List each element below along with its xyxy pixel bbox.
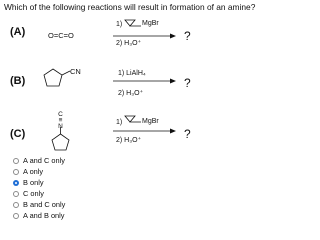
radio-option-b-only-selected[interactable] bbox=[13, 180, 19, 186]
radio-option-c-only[interactable] bbox=[13, 191, 19, 197]
option-label: C only bbox=[23, 189, 44, 198]
reaction-c-cyclopropyl-structure bbox=[125, 116, 141, 122]
option-label: A and B only bbox=[23, 211, 65, 220]
option-label: B and C only bbox=[23, 200, 66, 209]
reaction-c-nitrile-group: C≡N bbox=[58, 111, 63, 130]
radio-option-a-and-b-only[interactable] bbox=[13, 213, 19, 219]
option-b-only[interactable] bbox=[13, 177, 44, 188]
reaction-a-step-1-number: 1) bbox=[116, 21, 123, 28]
reaction-a-step-2: 2) H₃O⁺ bbox=[116, 40, 142, 47]
reaction-c-arrowhead bbox=[170, 129, 176, 134]
option-a-and-c-only[interactable] bbox=[13, 155, 65, 166]
option-a-only[interactable] bbox=[13, 166, 43, 177]
reaction-a-arrowhead bbox=[170, 34, 176, 39]
reaction-a-product: ? bbox=[184, 29, 191, 43]
option-label: A and C only bbox=[23, 156, 65, 165]
question-text: Which of the following reactions will result in formation of an amine? bbox=[4, 2, 256, 12]
reaction-c-product: ? bbox=[184, 127, 191, 141]
reaction-c-step-2: 2) H₃O⁺ bbox=[116, 137, 142, 144]
reaction-a-step-1-reagent: MgBr bbox=[142, 20, 159, 27]
reaction-a-label: (A) bbox=[10, 26, 26, 38]
reaction-c-label: (C) bbox=[10, 128, 26, 140]
radio-option-b-and-c-only[interactable] bbox=[13, 202, 19, 208]
option-a-and-b-only[interactable] bbox=[13, 210, 65, 221]
reaction-b-product: ? bbox=[184, 76, 191, 90]
reaction-b-cn-group: CN bbox=[70, 67, 81, 76]
reaction-b-cyclopentane-ring bbox=[44, 69, 62, 86]
reaction-b-cn-bond bbox=[62, 71, 70, 75]
reaction-b-step-1: 1) LiAlH₄ bbox=[118, 70, 146, 77]
reaction-a-reactant: O=C=O bbox=[48, 31, 74, 40]
option-label: B only bbox=[23, 178, 44, 187]
reaction-c-step-1-number: 1) bbox=[116, 119, 123, 126]
reaction-c-step-1-reagent: MgBr bbox=[142, 118, 159, 125]
reaction-a-cyclopropyl-structure bbox=[125, 20, 141, 26]
radio-option-a-only[interactable] bbox=[13, 169, 19, 175]
reaction-c-cyclopentane-ring bbox=[52, 134, 69, 150]
reaction-b-arrowhead bbox=[170, 79, 176, 84]
reaction-b-label: (B) bbox=[10, 75, 26, 87]
option-c-only[interactable] bbox=[13, 188, 44, 199]
radio-option-a-and-c-only[interactable] bbox=[13, 158, 19, 164]
option-b-and-c-only[interactable] bbox=[13, 199, 65, 210]
reaction-b-step-2: 2) H₃O⁺ bbox=[118, 90, 144, 97]
option-label: A only bbox=[23, 167, 44, 176]
